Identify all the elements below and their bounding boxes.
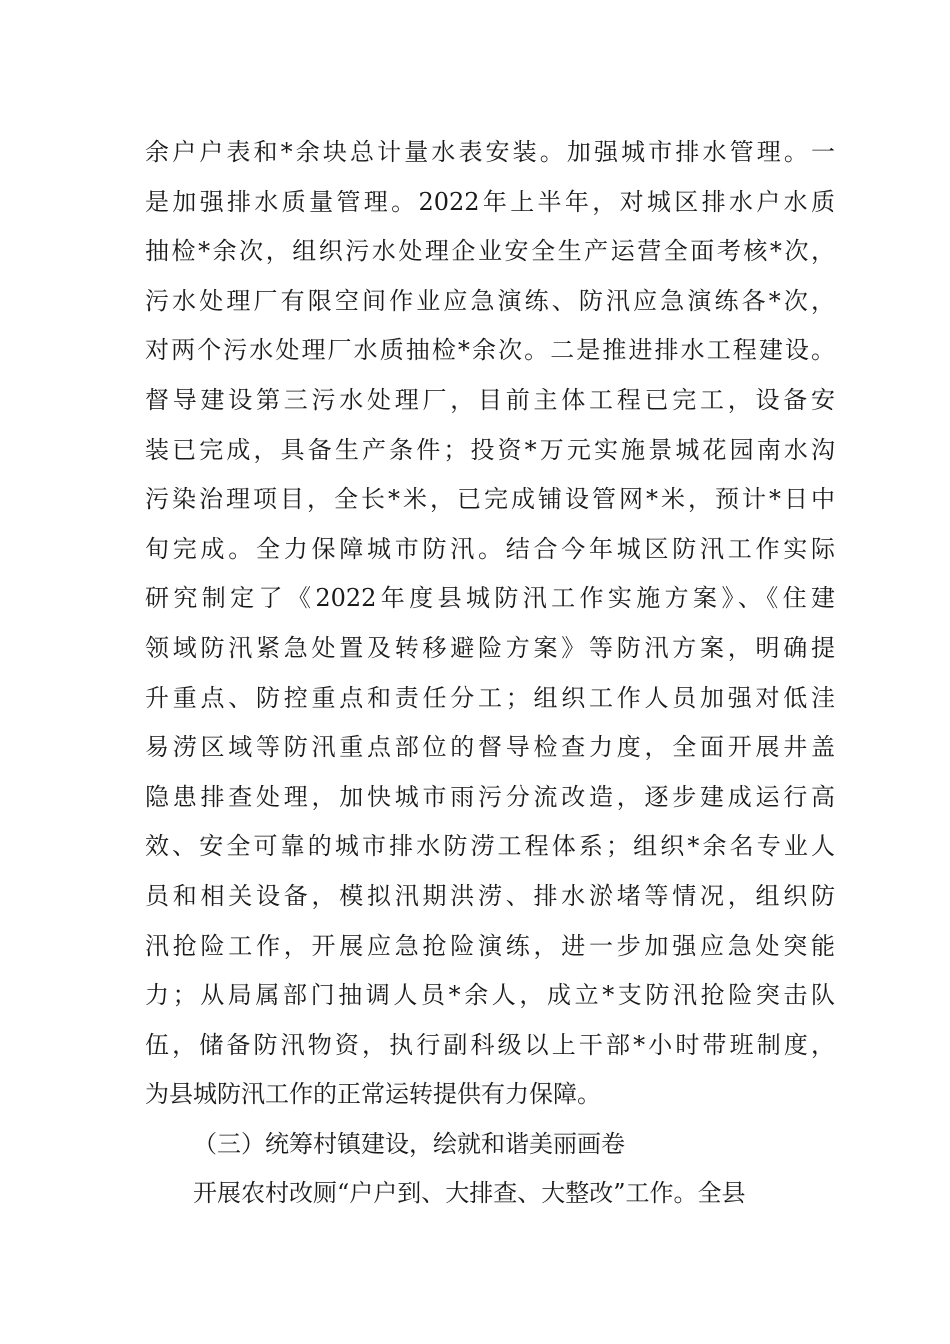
- paragraph-line: 伍，储备防汛物资，执行副科级以上干部*小时带班制度，: [145, 1030, 835, 1059]
- paragraph-line: 易涝区域等防汛重点部位的督导检查力度，全面开展井盖: [145, 733, 835, 762]
- paragraph-line: 对两个污水处理厂水质抽检*余次。二是推进排水工程建设。: [145, 336, 835, 365]
- paragraph-line: 领域防汛紧急处置及转移避险方案》等防汛方案，明确提: [145, 633, 835, 662]
- section-heading: （三）统筹村镇建设，绘就和谐美丽画卷: [193, 1129, 625, 1158]
- paragraph-line: 效、安全可靠的城市排水防涝工程体系；组织*余名专业人: [145, 832, 835, 861]
- paragraph-line: 是加强排水质量管理。2022年上半年，对城区排水户水质: [145, 187, 835, 216]
- paragraph-line: 员和相关设备，模拟汛期洪涝、排水淤堵等情况，组织防: [145, 881, 835, 910]
- document-body: [145, 128, 835, 1219]
- paragraph-line: 抽检*余次，组织污水处理企业安全生产运营全面考核*次，: [145, 237, 835, 266]
- paragraph-line: 力；从局属部门抽调人员*余人，成立*支防汛抢险突击队: [145, 981, 835, 1010]
- paragraph-line: 旬完成。全力保障城市防汛。结合今年城区防汛工作实际: [145, 534, 835, 563]
- paragraph-line: 污染治理项目，全长*米，已完成铺设管网*米，预计*日中: [145, 485, 835, 514]
- paragraph-first-line: 开展农村改厕“户户到、大排查、大整改”工作。全县: [193, 1179, 746, 1208]
- paragraph-line: 升重点、防控重点和责任分工；组织工作人员加强对低洼: [145, 683, 835, 712]
- paragraph-line: 装已完成，具备生产条件；投资*万元实施景城花园南水沟: [145, 435, 835, 464]
- paragraph-line: 研究制定了《2022年度县城防汛工作实施方案》、《住建: [145, 584, 835, 613]
- paragraph-line: 污水处理厂有限空间作业应急演练、防汛应急演练各*次，: [145, 286, 835, 315]
- paragraph-line: 余户户表和*余块总计量水表安装。加强城市排水管理。一: [145, 138, 835, 166]
- paragraph-line: 督导建设第三污水处理厂，目前主体工程已完工，设备安: [145, 385, 835, 414]
- paragraph-line: 汛抢险工作，开展应急抢险演练，进一步加强应急处突能: [145, 931, 835, 960]
- paragraph-line: 隐患排查处理，加快城市雨污分流改造，逐步建成运行高: [145, 782, 835, 811]
- paragraph-last-line: 为县城防汛工作的正常运转提供有力保障。: [145, 1080, 601, 1109]
